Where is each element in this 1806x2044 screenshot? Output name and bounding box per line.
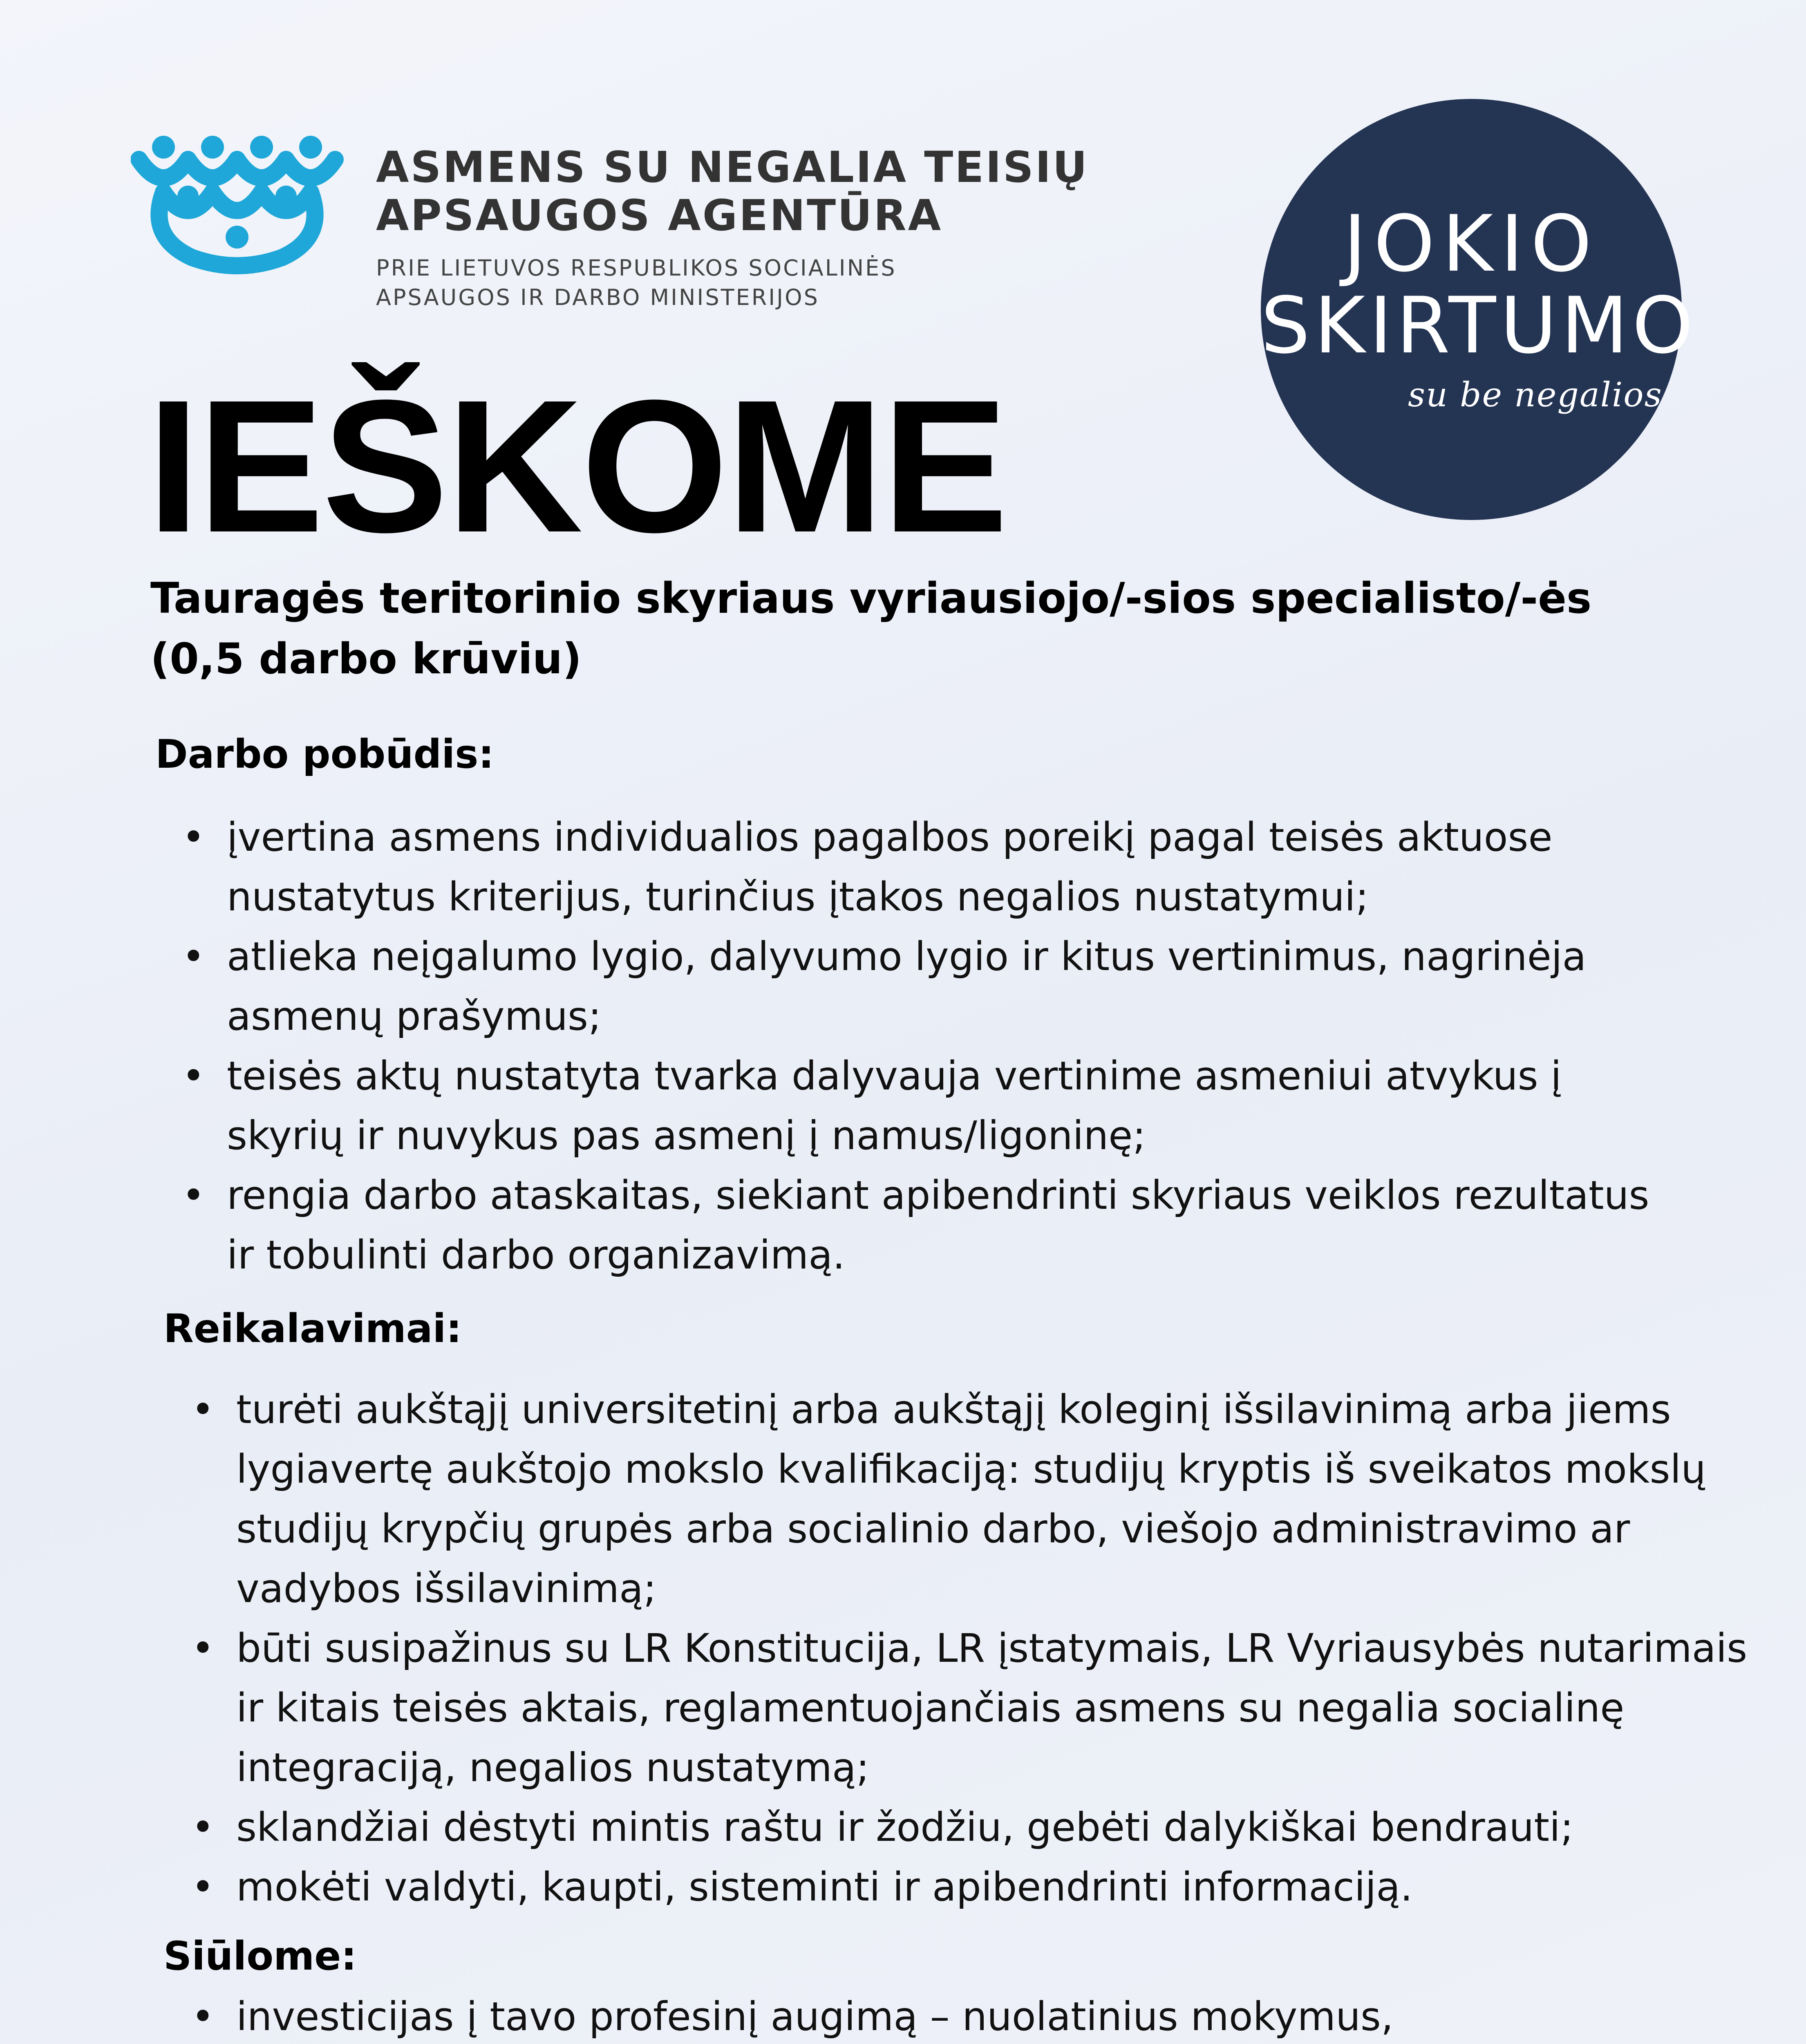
bullet: • — [191, 1864, 215, 1910]
bullet: • — [191, 1994, 215, 2040]
list-item-line: atlieka neįgalumo lygio, dalyvumo lygio ir kitus vertinimus, nagrinėja — [227, 934, 1587, 979]
agency-name-line-2: APSAUGOS AGENTŪRA — [376, 191, 943, 240]
agency-logo — [131, 135, 1089, 323]
list-item-line: ir kitais teisės aktais, reglamentuojančiais asmens su negalia socialinę — [236, 1685, 1625, 1731]
list-item-line: nustatytus kriterijus, turinčius įtakos negalios nustatymui; — [227, 874, 1369, 920]
bullet: • — [191, 1387, 215, 1432]
bullet: • — [182, 814, 205, 860]
list-item — [182, 1046, 1649, 1165]
offer-heading: Siūlome: — [163, 1933, 357, 1979]
list-item — [182, 1165, 1649, 1285]
list-item-line: mokėti valdyti, kaupti, sisteminti ir apibendrinti informaciją. — [236, 1864, 1413, 1910]
list-item — [182, 807, 1649, 927]
list-item-line: investicijas į tavo profesinį augimą – nuolatinius mokymus, — [236, 1994, 1394, 2040]
list-item-line: rengia darbo ataskaitas, siekiant apibendrinti skyriaus veiklos rezultatus — [227, 1172, 1649, 1218]
badge-line-1: JOKIO — [1343, 199, 1599, 289]
agency-subtitle-line-1: PRIE LIETUVOS RESPUBLIKOS SOCIALINĖS — [376, 255, 897, 281]
position-title — [150, 568, 1591, 689]
list-item-line: asmenų prašymus; — [227, 993, 602, 1039]
list-item — [191, 1618, 1748, 1797]
list-item-line: sklandžiai dėstyti mintis raštu ir žodžiu, gebėti dalykiškai bendrauti; — [236, 1804, 1573, 1850]
list-item — [191, 1987, 1549, 2044]
list-item-line: studijų krypčių grupės arba socialinio darbo, viešojo administravimo ar — [236, 1506, 1630, 1552]
list-item-line: skyrių ir nuvykus pas asmenį į namus/ligoninę; — [227, 1113, 1146, 1159]
list-item — [191, 1380, 1747, 1618]
badge-line-2: SKIRTUMO — [1261, 280, 1698, 371]
position-title-line-2: (0,5 darbo krūviu) — [150, 634, 582, 684]
people-circle-logo-icon — [131, 135, 360, 282]
work-nature-list — [182, 807, 1649, 1285]
position-title-line-1: Tauragės teritorinio skyriaus vyriausiojo/-sios specialisto/-ės — [150, 574, 1592, 623]
bullet: • — [182, 1172, 205, 1218]
list-item — [182, 927, 1649, 1046]
list-item-line: ir tobulinti darbo organizavimą. — [227, 1232, 845, 1278]
agency-name-line-1: ASMENS SU NEGALIA TEISIŲ — [376, 142, 1089, 192]
list-item-line: lygiavertę aukštojo mokslo kvalifikaciją: studijų kryptis iš sveikatos mokslų — [236, 1446, 1706, 1492]
bullet: • — [191, 1804, 215, 1850]
agency-name — [376, 143, 1089, 240]
list-item-line: teisės aktų nustatyta tvarka dalyvauja vertinime asmeniui atvykus į — [227, 1053, 1562, 1099]
list-item — [191, 1857, 1747, 1917]
list-item-line: įvertina asmens individualios pagalbos poreikį pagal teisės aktuose — [227, 814, 1553, 860]
bullet: • — [191, 1625, 215, 1671]
headline: IEŠKOME — [147, 361, 1007, 572]
list-item-line: būti susipažinus su LR Konstitucija, LR įstatymais, LR Vyriausybės nutarimais — [236, 1625, 1748, 1671]
requirements-heading: Reikalavimai: — [163, 1306, 462, 1351]
list-item — [191, 1797, 1747, 1857]
agency-subtitle — [376, 253, 897, 312]
jokio-skirtumo-badge — [1261, 99, 1698, 520]
work-nature-heading: Darbo pobūdis: — [155, 731, 494, 777]
list-item-line: integraciją, negalios nustatymą; — [236, 1745, 870, 1791]
requirements-list — [191, 1380, 1748, 1917]
agency-subtitle-line-2: APSAUGOS IR DARBO MINISTERIJOS — [376, 285, 819, 310]
list-item-line: vadybos išsilavinimą; — [236, 1566, 657, 1611]
bullet: • — [182, 1053, 205, 1099]
list-item-line: turėti aukštąjį universitetinį arba aukštąjį koleginį išsilavinimą arba jiems — [236, 1387, 1671, 1432]
badge-line-3: su be negalios — [1408, 376, 1663, 415]
bullet: • — [182, 934, 205, 979]
offer-list — [191, 1987, 1549, 2044]
